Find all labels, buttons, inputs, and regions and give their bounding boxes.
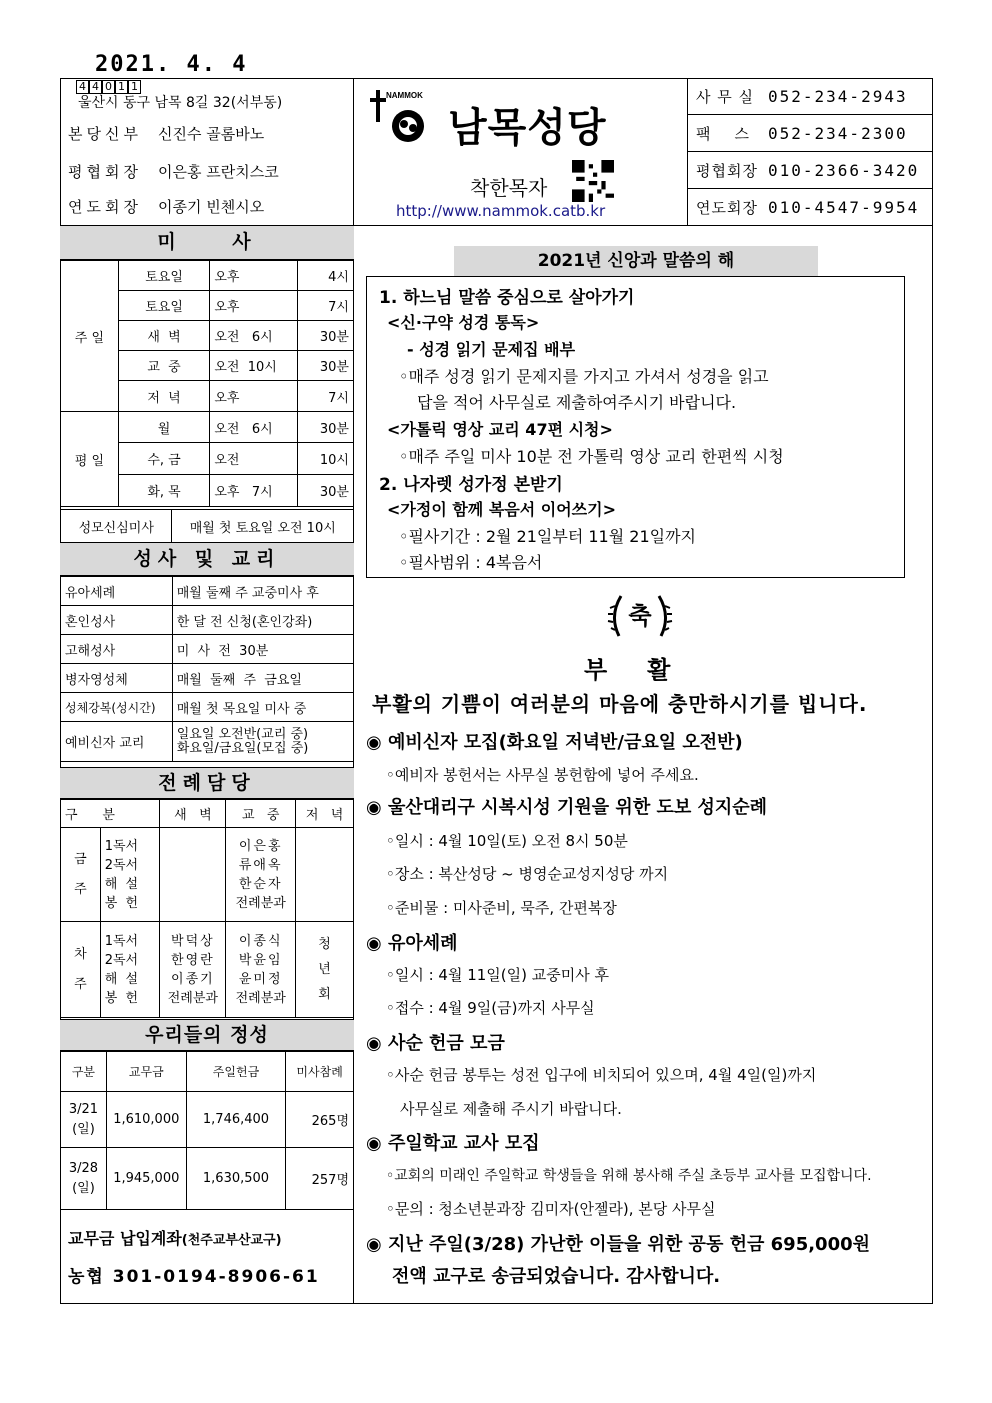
- sacrament-name: 병자영성체: [61, 664, 173, 693]
- church-logo-icon: [366, 86, 446, 146]
- mass-day: 새 벽: [118, 321, 210, 351]
- week-label: 차 주: [61, 922, 101, 1018]
- mass-time-detail: 10시: [298, 443, 354, 475]
- postal-digit: 4: [89, 80, 102, 94]
- plan-text: ◦매주 주일 미사 10분 전 가톨릭 영상 교리 한편씩 시청: [399, 447, 784, 466]
- column-header: 미사참례: [286, 1052, 354, 1092]
- notice-title: ◉ 예비신자 모집(화요일 저녁반/금요일 오전반): [366, 732, 743, 753]
- postal-digit: 1: [115, 80, 128, 94]
- mass-day: 화, 목: [118, 475, 210, 507]
- mass-time: 오전 6시: [210, 321, 298, 351]
- catechumen-line: 일요일 오전반(교리 중): [176, 726, 309, 742]
- church-name: 남목성당: [448, 105, 607, 151]
- sacrament-name: 예비신자 교리: [61, 722, 173, 762]
- bank-title: [68, 1226, 282, 1249]
- notice-line: 사무실로 제출해 주시기 바랍니다.: [400, 1100, 622, 1118]
- sacrament-schedule: 미 사 전 30분: [172, 635, 353, 664]
- mass-day: 토요일: [118, 291, 210, 321]
- mass-time: 오후: [210, 381, 298, 412]
- staff-row: [68, 196, 264, 217]
- dawn-list: [160, 828, 226, 922]
- table-row: [61, 922, 354, 1018]
- notice-title: ◉ 주일학교 교사 모집: [366, 1133, 540, 1154]
- table-row: [61, 1052, 354, 1092]
- contact-key: 팩 스: [696, 124, 751, 143]
- table-row: [61, 606, 354, 635]
- offering-table: [60, 1051, 354, 1210]
- contact-row: [688, 115, 933, 152]
- staff-key: 평협회장: [68, 163, 142, 181]
- easter-greeting: 부활의 기쁨이 여러분의 마음에 충만하시기를 빕니다.: [372, 692, 868, 716]
- pastoral-plan-box: [366, 276, 905, 578]
- header: [60, 78, 933, 226]
- website-link[interactable]: http://www.nammok.catb.kr: [396, 202, 606, 220]
- column-header: 구분: [61, 1052, 107, 1092]
- plan-text: ◦매주 성경 읽기 문제지를 가지고 가셔서 성경을 읽고: [399, 367, 769, 386]
- mass-time: 오후 7시: [210, 475, 298, 507]
- special-mass-label: 성모신심미사: [61, 510, 172, 543]
- mass-time: 오전: [210, 443, 298, 475]
- contact-row: [688, 152, 933, 189]
- bank-account: 농협 301-0194-8906-61: [68, 1267, 320, 1287]
- notice-line: ◦준비물 : 미사준비, 묵주, 간편복장: [386, 899, 617, 917]
- weekday-label: 평 일: [61, 412, 119, 507]
- table-row: [61, 261, 354, 291]
- column-header: 주일헌금: [186, 1052, 286, 1092]
- mass-table: [60, 260, 354, 507]
- table-row: [61, 1148, 354, 1210]
- evening-list: [296, 828, 354, 922]
- table-row: [61, 693, 354, 722]
- notice-line: ◦일시 : 4월 11일(일) 교중미사 후: [386, 966, 609, 984]
- offering-date: 3/21 (일): [61, 1092, 107, 1148]
- staff-key: 본당신부: [68, 125, 142, 143]
- postal-digit: 0: [102, 80, 115, 94]
- mass-time-detail: 30분: [298, 475, 354, 507]
- staff-row: [68, 161, 279, 182]
- sacrament-name: 혼인성사: [61, 606, 173, 635]
- notice-title: ◉ 사순 헌금 모금: [366, 1033, 505, 1054]
- dues-amount: 1,610,000: [106, 1092, 186, 1148]
- sunday-offering: 1,630,500: [186, 1148, 286, 1210]
- table-row: [61, 510, 354, 543]
- column-header: 새 벽: [160, 800, 226, 828]
- plan-subheading: <가톨릭 영상 교리 47편 시청>: [387, 420, 613, 439]
- staff-value: 신진수 골롬바노: [158, 125, 265, 143]
- liturgy-title: 전례담당: [60, 767, 354, 799]
- sacrament-schedule: 한 달 전 신청(혼인강좌): [172, 606, 353, 635]
- main-column: [354, 226, 933, 1304]
- header-contacts: [688, 78, 933, 226]
- contact-value: 052-234-2300: [768, 123, 908, 143]
- year-banner: 2021년 신앙과 말씀의 해: [454, 246, 818, 276]
- contact-key: 연도회장: [696, 199, 758, 217]
- main-mass-list: 이은홍 류애옥 한순자 전례분과: [226, 828, 296, 922]
- table-row: [61, 577, 354, 606]
- mass-time: 오전 10시: [210, 351, 298, 381]
- celebration-emblem-icon: [607, 586, 673, 644]
- sunday-label: 주 일: [61, 261, 119, 412]
- plan-text: ◦필사기간 : 2월 21일부터 11월 21일까지: [399, 527, 696, 546]
- sacrament-schedule: 매월 둘째 주 교중미사 후: [172, 577, 353, 606]
- column-header: 교무금: [106, 1052, 186, 1092]
- mass-time-detail: 30분: [298, 351, 354, 381]
- mass-time-detail: 4시: [298, 261, 354, 291]
- attendance: 265명: [286, 1092, 354, 1148]
- column-header: 저 녁: [296, 800, 354, 828]
- church-subtitle: 착한목자: [470, 176, 548, 200]
- sacrament-name: 성체강복(성시간): [61, 693, 173, 722]
- evening-list: 청 년 회: [296, 922, 354, 1018]
- attendance: 257명: [286, 1148, 354, 1210]
- main-mass-list: 이종식 박윤임 윤미정 전례분과: [226, 922, 296, 1018]
- qr-code-icon: [572, 160, 614, 202]
- role-list: 1독서 2독서 해 설 봉 헌: [100, 828, 160, 922]
- special-mass-value: 매월 첫 토요일 오전 10시: [172, 510, 354, 543]
- sacrament-name: 유아세례: [61, 577, 173, 606]
- notice-line: ◦일시 : 4월 10일(토) 오전 8시 50분: [386, 832, 628, 850]
- contact-value: 052-234-2943: [768, 86, 908, 106]
- mass-time-detail: 30분: [298, 412, 354, 443]
- bank-diocese: (천주교부산교구): [181, 1233, 282, 1248]
- notice-title: ◉ 울산대리구 시복시성 기원을 위한 도보 성지순례: [366, 797, 768, 818]
- table-row: [61, 800, 354, 828]
- table-row: [61, 722, 354, 762]
- easter-title: 부활: [584, 656, 711, 684]
- mass-day: 수, 금: [118, 443, 210, 475]
- contact-row: [688, 189, 933, 226]
- table-row: [61, 1092, 354, 1148]
- staff-key: 연도회장: [68, 198, 142, 216]
- plan-subheading: <가정이 함께 복음서 이어쓰기>: [387, 500, 616, 519]
- offering-title: 우리들의 정성: [60, 1019, 354, 1051]
- notice-title: ◉ 유아세례: [366, 933, 458, 954]
- sunday-offering: 1,746,400: [186, 1092, 286, 1148]
- sacrament-schedule: 매월 둘째 주 금요일: [172, 664, 353, 693]
- left-column: [60, 226, 354, 1304]
- mass-time: 오후: [210, 261, 298, 291]
- bulletin-date: 2021. 4. 4: [95, 52, 248, 77]
- notice-line: ◦접수 : 4월 9일(금)까지 사무실: [386, 999, 595, 1017]
- mass-time-detail: 7시: [298, 381, 354, 412]
- dawn-list: 박덕상 한영란 이종기 전례분과: [160, 922, 226, 1018]
- staff-value: 이은홍 프란치스코: [158, 163, 279, 181]
- notice-line: ◦예비자 봉헌서는 사무실 봉헌함에 넣어 주세요.: [386, 766, 699, 784]
- plan-heading: 2. 나자렛 성가정 본받기: [379, 475, 563, 495]
- contact-value: 010-4547-9954: [768, 198, 920, 217]
- catechumen-line: 화요일/금요일(모집 중): [176, 740, 309, 756]
- sacraments-table: [60, 576, 354, 762]
- role-list: 1독서 2독서 해 설 봉 헌: [100, 922, 160, 1018]
- table-row: [61, 664, 354, 693]
- column-header: 교 중: [226, 800, 296, 828]
- mass-time: 오후: [210, 291, 298, 321]
- special-mass-table: [60, 509, 354, 543]
- week-label: 금 주: [61, 828, 101, 922]
- table-row: [61, 412, 354, 443]
- mass-day: 토요일: [118, 261, 210, 291]
- mass-day: 교 중: [118, 351, 210, 381]
- mass-time-detail: 7시: [298, 291, 354, 321]
- bank-label: 교무금 납입계좌: [68, 1229, 182, 1248]
- mass-time-detail: 30분: [298, 321, 354, 351]
- sacrament-schedule: [172, 722, 353, 762]
- sacrament-schedule: 매월 첫 목요일 미사 중: [172, 693, 353, 722]
- offering-date: 3/28 (일): [61, 1148, 107, 1210]
- address: 울산시 동구 남목 8길 32(서부동): [78, 95, 283, 111]
- notice-line: ◦장소 : 복산성당 ~ 병영순교성지성당 까지: [386, 865, 669, 883]
- plan-item: - 성경 읽기 문제집 배부: [407, 340, 576, 359]
- contact-key: 사 무 실: [696, 87, 755, 106]
- plan-heading: 1. 하느님 말씀 중심으로 살아가기: [379, 288, 635, 308]
- header-left: [60, 78, 354, 226]
- contact-key: 평협회장: [696, 161, 758, 180]
- sacraments-title: 성사 및 교리: [60, 542, 354, 576]
- mass-time: 오전 6시: [210, 412, 298, 443]
- emblem-text: 축: [628, 602, 652, 630]
- notice-line: ◦문의 : 청소년분과장 김미자(안젤라), 본당 사무실: [386, 1200, 716, 1218]
- dues-amount: 1,945,000: [106, 1148, 186, 1210]
- notice-line: ◦교회의 미래인 주일학교 학생들을 위해 봉사해 주실 초등부 교사를 모집합니다.: [386, 1168, 872, 1184]
- sacrament-name: 고해성사: [61, 635, 173, 664]
- mass-day: 월: [118, 412, 210, 443]
- contact-value: 010-2366-3420: [768, 160, 920, 180]
- postal-digit: 4: [76, 80, 89, 94]
- table-row: [61, 635, 354, 664]
- column-header: 구 분: [61, 800, 160, 828]
- postal-digit: 1: [128, 80, 141, 94]
- mass-title: 미 사: [60, 226, 354, 260]
- notice-line: 전액 교구로 송금되었습니다. 감사합니다.: [392, 1266, 721, 1287]
- staff-value: 이종기 빈첸시오: [158, 198, 265, 216]
- contact-row: [688, 78, 933, 115]
- staff-row: [68, 123, 264, 144]
- liturgy-table: [60, 799, 354, 1018]
- plan-subheading: <신·구약 성경 통독>: [387, 313, 540, 332]
- header-center: [354, 78, 688, 226]
- table-row: [61, 828, 354, 922]
- plan-text: ◦필사범위 : 4복음서: [399, 553, 543, 572]
- plan-text: 답을 적어 사무실로 제출하여주시기 바랍니다.: [417, 393, 737, 412]
- logo-text: NAMMOK: [386, 91, 423, 100]
- mass-day: 저 녁: [118, 381, 210, 412]
- notice-title: ◉ 지난 주일(3/28) 가난한 이들을 위한 공동 헌금 695,000원: [366, 1234, 871, 1255]
- notice-line: ◦사순 헌금 봉투는 성전 입구에 비치되어 있으며, 4월 4일(일)까지: [386, 1066, 817, 1084]
